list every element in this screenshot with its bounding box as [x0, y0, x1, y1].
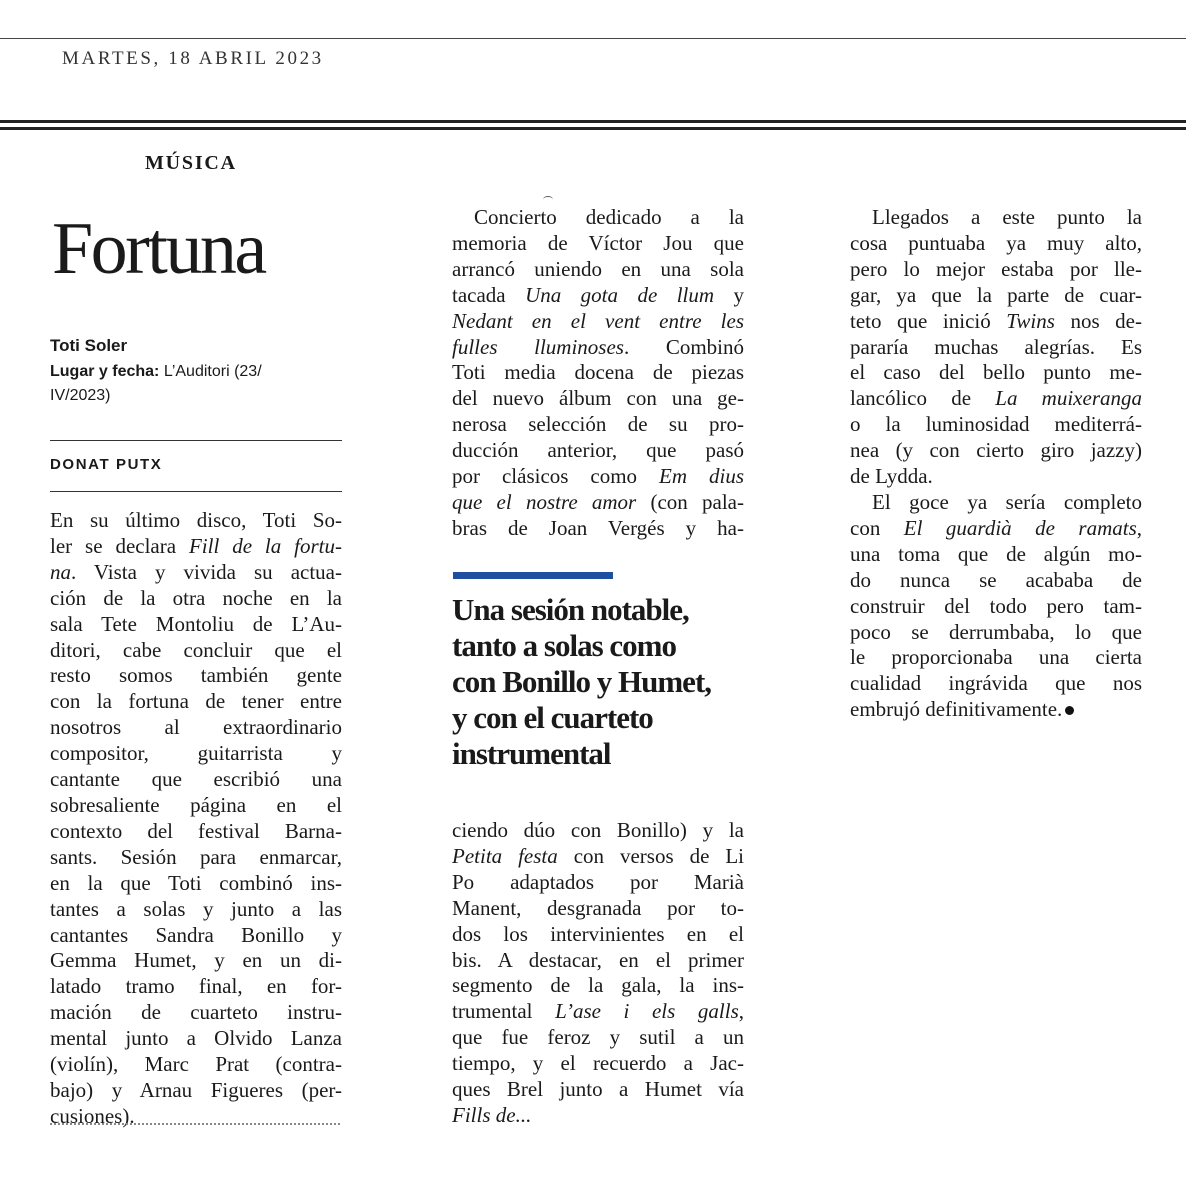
pull-quote-line: tanto a solas como	[452, 628, 676, 663]
text-line: nosotros al extraordinario	[50, 715, 342, 740]
text-line: tantes a solas y junto a las	[50, 896, 342, 921]
text-line: o la luminosidad mediterrá-	[850, 412, 1142, 437]
text-line: cualidad ingrávida que nos	[850, 671, 1142, 696]
text-line: trumental L’ase i els galls,	[452, 999, 744, 1024]
text-line: ques Brel junto a Humet vía	[452, 1077, 744, 1102]
text-line: con El guardià de ramats,	[850, 515, 1142, 540]
pull-quote-line: instrumental	[452, 736, 611, 771]
byline-rule-bottom	[50, 491, 342, 492]
text-line: na. Vista y vivida su actua-	[50, 559, 342, 584]
place-date-value-cont: IV/2023)	[50, 387, 111, 404]
concert-info	[50, 334, 350, 408]
text-line: dos los intervinientes en el	[452, 921, 744, 946]
pull-quote-line: Una sesión notable,	[452, 592, 689, 627]
text-line: bis. A destacar, en el primer	[452, 947, 744, 972]
text-line: ciendo dúo con Bonillo) y la	[452, 818, 744, 842]
text-line: con la fortuna de tener entre	[50, 689, 342, 714]
text-line: el caso del bello punto me-	[850, 360, 1142, 385]
text-line: mental junto a Olvido Lanza	[50, 1026, 342, 1051]
body-column-2-bottom	[452, 818, 744, 1129]
text-line: arrancó uniendo en una sola	[452, 256, 744, 281]
text-line: Manent, desgranada por to-	[452, 895, 744, 920]
body-column-3	[850, 205, 1142, 723]
text-line: ducción anterior, que pasó	[452, 438, 744, 463]
place-date	[50, 360, 350, 408]
text-line: El goce ya sería completo	[872, 489, 1142, 514]
body-column-1	[50, 508, 342, 1130]
text-line: latado tramo final, en for-	[50, 974, 342, 999]
end-of-article-mark	[1065, 706, 1074, 715]
text-line: sobresaliente página en el	[50, 792, 342, 817]
text-line: que fue feroz y sutil a un	[452, 1025, 744, 1050]
text-line: teto que inició Twins nos de-	[850, 308, 1142, 333]
text-line: En su último disco, Toti So-	[50, 508, 342, 532]
text-line: nea (y con cierto giro jazzy)	[850, 438, 1142, 463]
byline-rule-top	[50, 440, 342, 441]
text-line: tacada Una gota de llum y	[452, 282, 745, 307]
text-line: del nuevo álbum con una ge-	[452, 386, 744, 411]
dateline: MARTES, 18 ABRIL 2023	[62, 48, 324, 69]
text-line: sala Tete Montoliu de L’Au-	[50, 611, 342, 636]
text-line: Petita festa con versos de Li	[452, 843, 744, 868]
text-line: que el nostre amor (con pala-	[452, 489, 744, 514]
text-line: le proporcionaba una cierta	[850, 645, 1142, 670]
text-line: fulles lluminoses. Combinó	[452, 334, 744, 359]
text-line: de Lydda.	[850, 464, 933, 489]
text-line: do nunca se acababa de	[850, 567, 1142, 592]
header-double-rule-bottom	[0, 127, 1186, 130]
place-date-value: L’Auditori (23/	[163, 363, 262, 380]
text-line: memoria de Víctor Jou que	[452, 230, 744, 255]
text-line: lancólico de La muixeranga	[850, 386, 1142, 411]
article-title: Fortuna	[52, 208, 265, 290]
text-line: en la que Toti combinó ins-	[50, 870, 342, 895]
text-line: (violín), Marc Prat (contra-	[50, 1052, 342, 1077]
text-line: construir del todo pero tam-	[850, 593, 1142, 618]
text-line: cantantes Sandra Bonillo y	[50, 922, 342, 947]
text-line: una toma que de algún mo-	[850, 541, 1142, 566]
print-mark	[543, 196, 553, 203]
section-label: MÚSICA	[145, 152, 237, 174]
pull-quote-accent-bar	[453, 572, 613, 579]
text-line: segmento de la gala, la ins-	[452, 973, 744, 998]
text-line: Po adaptados por Marià	[452, 869, 744, 894]
text-line: Nedant en el vent entre les	[452, 308, 744, 333]
text-line: resto somos también gente	[50, 663, 342, 688]
text-line: pero lo mejor estaba por lle-	[850, 256, 1142, 281]
text-line: cusiones).	[50, 1103, 135, 1128]
text-line: mación de cuarteto instru-	[50, 1000, 342, 1025]
artist-name: Toti Soler	[50, 336, 128, 355]
text-line: Concierto dedicado a la	[474, 205, 744, 229]
text-line: pararía muchas alegrías. Es	[850, 334, 1142, 359]
text-line: por clásicos como Em dius	[452, 464, 744, 489]
place-date-label: Lugar y fecha:	[50, 363, 160, 380]
text-line-final: embrujó definitivamente.	[850, 697, 1142, 723]
text-line: ditori, cabe concluir que el	[50, 637, 342, 662]
body-column-2-top	[452, 205, 744, 542]
text-line: Gemma Humet, y en un di-	[50, 948, 342, 973]
text-line: tiempo, y el recuerdo a Jac-	[452, 1051, 744, 1076]
text-line: gar, ya que la parte de cuar-	[850, 282, 1142, 307]
text-line: poco se derrumbaba, lo que	[850, 619, 1142, 644]
pull-quote	[452, 592, 752, 772]
text-line: nerosa selección de su pro-	[452, 412, 744, 437]
pull-quote-line: y con el cuarteto	[452, 700, 653, 735]
text-line: ler se declara Fill de la fortu-	[50, 533, 342, 558]
header-double-rule-top	[0, 120, 1186, 123]
text-line: bras de Joan Vergés y ha-	[452, 515, 744, 540]
cut-off-text-line	[50, 1121, 340, 1127]
text-line: bajo) y Arnau Figueres (per-	[50, 1077, 342, 1102]
text-line: Toti media docena de piezas	[452, 360, 744, 385]
header-rule	[0, 38, 1186, 39]
text-line: cosa puntuaba ya muy alto,	[850, 230, 1142, 255]
text-line: sants. Sesión para enmarcar,	[50, 844, 342, 869]
text-line: Fills de...	[452, 1102, 532, 1127]
pull-quote-line: con Bonillo y Humet,	[452, 664, 712, 699]
text-line: cantante que escribió una	[50, 767, 342, 792]
text-line: ción de la otra noche en la	[50, 585, 342, 610]
author-byline: DONAT PUTX	[50, 456, 163, 473]
text-line: contexto del festival Barna-	[50, 818, 342, 843]
text-line: compositor, guitarrista y	[50, 741, 342, 766]
text-line: Llegados a este punto la	[872, 205, 1142, 229]
